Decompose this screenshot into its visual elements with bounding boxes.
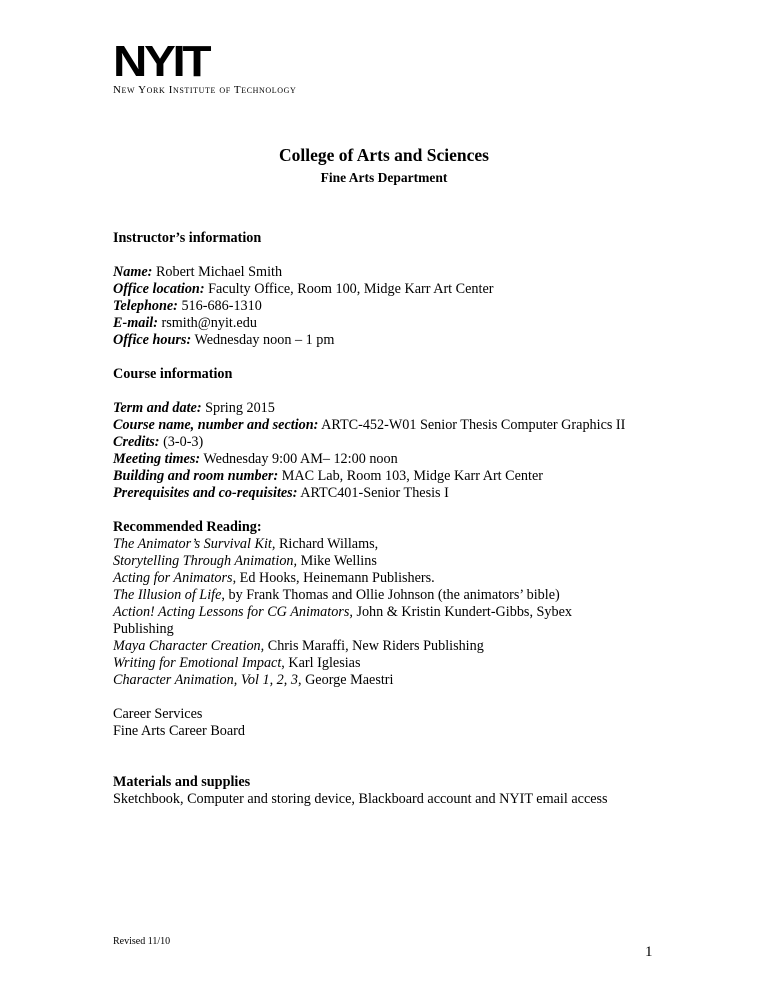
course-room: Building and room number: MAC Lab, Room 103, Midge Karr Art Center <box>113 468 543 484</box>
logo-mark: NYIT <box>113 37 209 86</box>
department-title: Fine Arts Department <box>320 170 448 185</box>
instructor-email: E-mail: rsmith@nyit.edu <box>113 315 257 331</box>
career-board-link[interactable]: Fine Arts Career Board <box>113 723 245 739</box>
course-meeting: Meeting times: Wednesday 9:00 AM– 12:00 noon <box>113 451 398 467</box>
college-title: College of Arts and Sciences <box>279 145 489 165</box>
reading-item: The Illusion of Life, by Frank Thomas and Ollie Johnson (the animators’ bible) <box>113 587 560 603</box>
nyit-logo <box>113 37 297 96</box>
reading-item: Maya Character Creation, Chris Maraffi, New Riders Publishing <box>113 638 484 654</box>
materials-heading: Materials and supplies <box>113 774 251 790</box>
reading-item: Storytelling Through Animation, Mike Wellins <box>113 553 377 569</box>
course-prereq: Prerequisites and co-requisites: ARTC401-Senior Thesis I <box>113 485 449 501</box>
page-number: 1 <box>645 944 653 960</box>
instructor-hours: Office hours: Wednesday noon – 1 pm <box>113 332 335 348</box>
career-services-link[interactable]: Career Services <box>113 706 203 722</box>
course-term: Term and date: Spring 2015 <box>113 400 275 416</box>
logo-subtitle: New York Institute of Technology <box>113 84 297 96</box>
course-credits: Credits: (3-0-3) <box>113 434 204 450</box>
instructor-phone: Telephone: 516-686-1310 <box>113 298 262 314</box>
course-name: Course name, number and section: ARTC-452-W01 Senior Thesis Computer Graphics II <box>113 417 626 433</box>
reading-item: Writing for Emotional Impact, Karl Iglesias <box>113 655 361 671</box>
instructor-heading: Instructor’s information <box>113 230 262 246</box>
course-heading: Course information <box>113 366 233 382</box>
reading-item: The Animator’s Survival Kit, Richard Willams, <box>113 536 379 552</box>
reading-item: Action! Acting Lessons for CG Animators, John & Kristin Kundert-Gibbs, Sybex Publishing <box>113 604 573 637</box>
revision-note: Revised 11/10 <box>113 936 171 947</box>
syllabus-body <box>113 230 673 808</box>
reading-heading: Recommended Reading: <box>113 519 262 535</box>
email-link[interactable]: rsmith@nyit.edu <box>161 315 257 331</box>
instructor-name: Name: Robert Michael Smith <box>113 264 283 280</box>
reading-item: Acting for Animators, Ed Hooks, Heinemann Publishers. <box>113 570 435 586</box>
materials-text: Sketchbook, Computer and storing device, Blackboard account and NYIT email access <box>113 791 608 807</box>
reading-item: Character Animation, Vol 1, 2, 3, George Maestri <box>113 672 394 688</box>
instructor-office: Office location: Faculty Office, Room 100, Midge Karr Art Center <box>113 281 494 297</box>
